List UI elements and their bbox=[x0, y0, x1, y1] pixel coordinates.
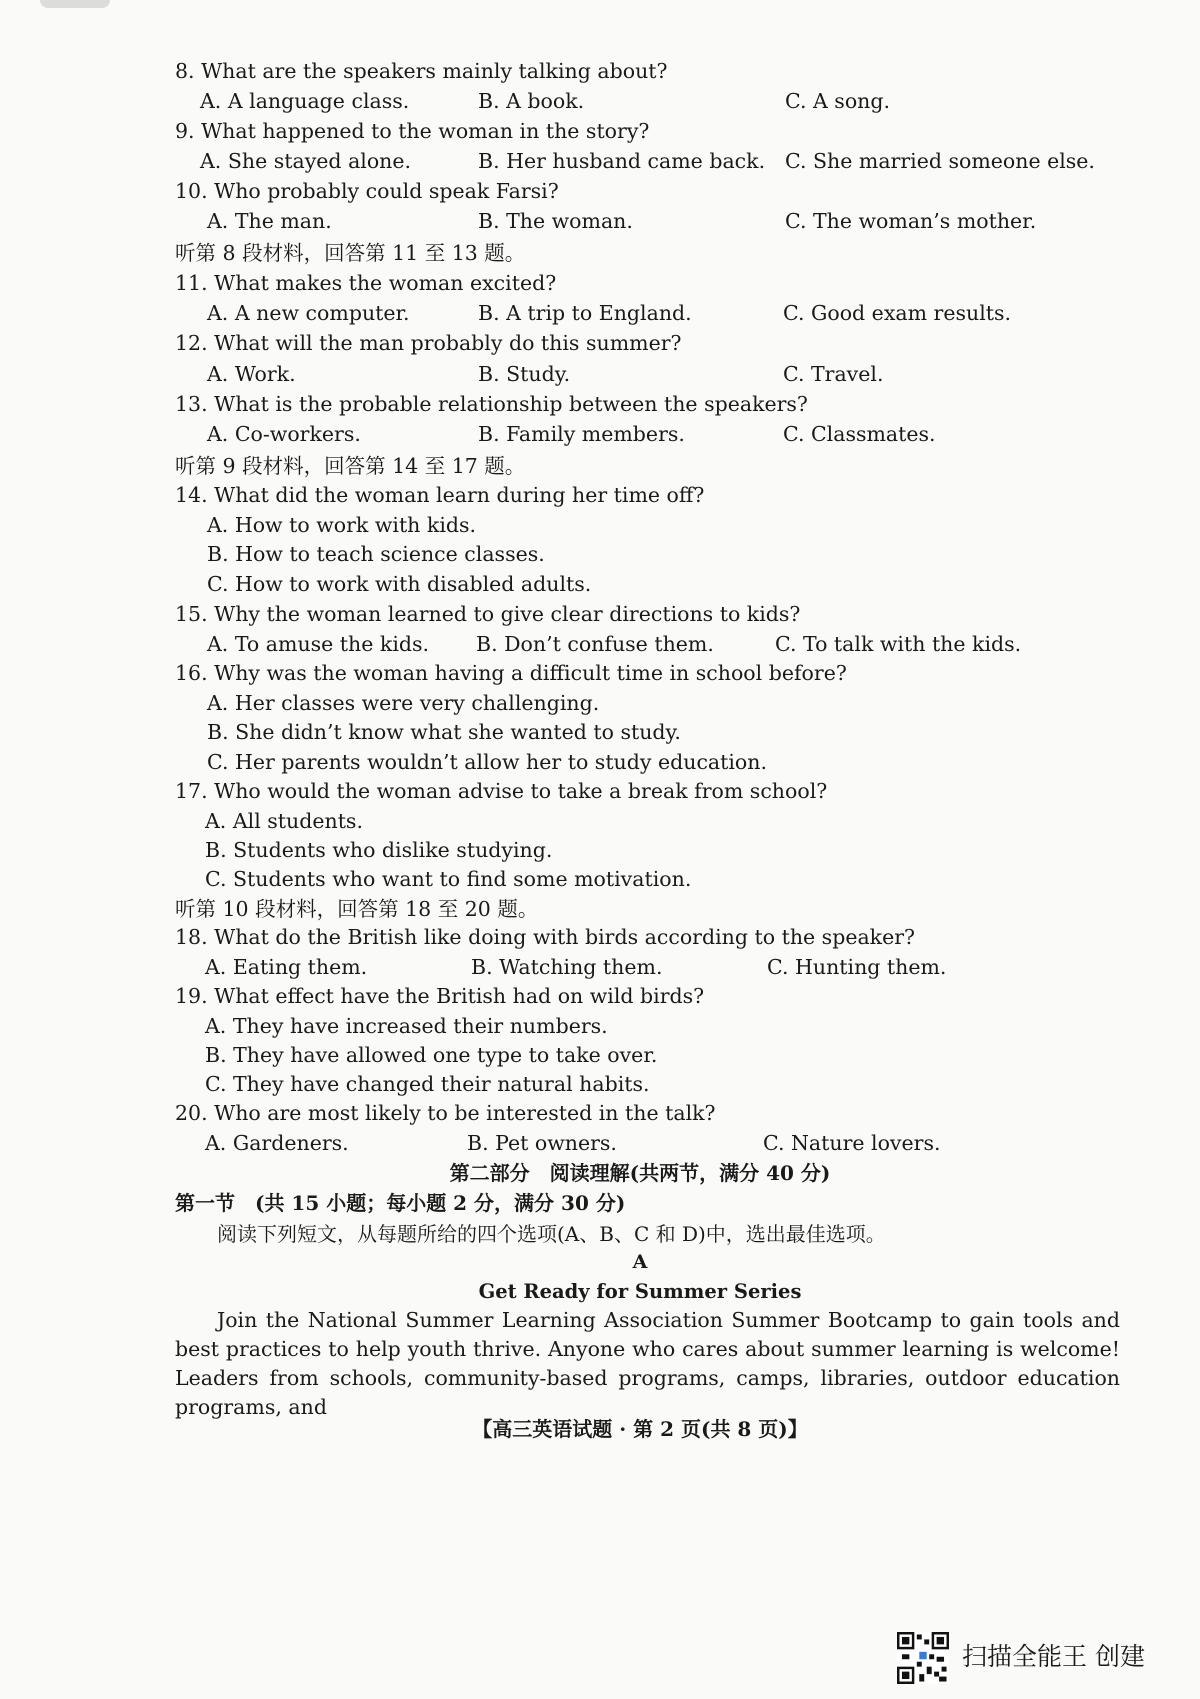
q11-option-a: A. A new computer. bbox=[207, 301, 410, 325]
q12-option-b: B. Study. bbox=[478, 362, 571, 386]
q14-option-b: B. How to teach science classes. bbox=[207, 542, 545, 566]
section-1-heading: 第一节 (共 15 小题；每小题 2 分，满分 30 分) bbox=[175, 1191, 626, 1215]
q14-option-c: C. How to work with disabled adults. bbox=[207, 572, 592, 596]
q20-option-c: C. Nature lovers. bbox=[763, 1131, 941, 1155]
q16-option-b: B. She didn’t know what she wanted to study. bbox=[207, 720, 681, 744]
q20-option-b: B. Pet owners. bbox=[467, 1131, 617, 1155]
q9-option-a: A. She stayed alone. bbox=[200, 149, 412, 173]
q16-option-c: C. Her parents wouldn’t allow her to study education. bbox=[207, 750, 767, 774]
question-17: 17. Who would the woman advise to take a break from school? bbox=[175, 779, 828, 803]
q15-option-b: B. Don’t confuse them. bbox=[476, 632, 714, 656]
question-19: 19. What effect have the British had on wild birds? bbox=[175, 984, 705, 1008]
section-8-instruction: 听第 8 段材料，回答第 11 至 13 题。 bbox=[175, 241, 526, 265]
question-10: 10. Who probably could speak Farsi? bbox=[175, 179, 559, 203]
q10-option-a: A. The man. bbox=[207, 209, 332, 233]
q12-option-a: A. Work. bbox=[207, 362, 296, 386]
q18-option-a: A. Eating them. bbox=[205, 955, 368, 979]
q10-option-b: B. The woman. bbox=[478, 209, 633, 233]
page-footer: 【高三英语试题 · 第 2 页(共 8 页)】 bbox=[472, 1417, 808, 1441]
q9-option-c: C. She married someone else. bbox=[785, 149, 1095, 173]
q13-option-a: A. Co-workers. bbox=[207, 422, 361, 446]
passage-title: Get Ready for Summer Series bbox=[478, 1280, 802, 1303]
q13-option-c: C. Classmates. bbox=[783, 422, 936, 446]
passage-letter: A bbox=[632, 1251, 648, 1273]
question-13: 13. What is the probable relationship between the speakers? bbox=[175, 392, 808, 416]
reading-instructions: 阅读下列短文，从每题所给的四个选项(A、B、C 和 D)中，选出最佳选项。 bbox=[217, 1222, 886, 1246]
question-20: 20. Who are most likely to be interested in the talk? bbox=[175, 1101, 716, 1125]
q12-option-c: C. Travel. bbox=[783, 362, 884, 386]
q14-option-a: A. How to work with kids. bbox=[207, 513, 477, 537]
section-10-instruction: 听第 10 段材料，回答第 18 至 20 题。 bbox=[175, 897, 539, 921]
question-14: 14. What did the woman learn during her time off? bbox=[175, 483, 705, 507]
passage-paragraph: Join the National Summer Learning Association Summer Bootcamp to gain tools and best practices to help youth thrive. Anyone who cares about summer learning is welcome! Leaders from schools, community-based programs, camps, libraries, outdoor education programs, and bbox=[175, 1308, 1120, 1419]
question-15: 15. Why the woman learned to give clear directions to kids? bbox=[175, 602, 801, 626]
q17-option-c: C. Students who want to find some motivation. bbox=[205, 867, 692, 891]
q10-option-c: C. The woman’s mother. bbox=[785, 209, 1037, 233]
question-11: 11. What makes the woman excited? bbox=[175, 271, 557, 295]
question-18: 18. What do the British like doing with birds according to the speaker? bbox=[175, 925, 916, 949]
q9-option-b: B. Her husband came back. bbox=[478, 149, 766, 173]
q8-option-b: B. A book. bbox=[478, 89, 585, 113]
q17-option-a: A. All students. bbox=[205, 809, 363, 833]
q15-option-c: C. To talk with the kids. bbox=[775, 632, 1022, 656]
q11-option-c: C. Good exam results. bbox=[783, 301, 1012, 325]
q18-option-b: B. Watching them. bbox=[471, 955, 663, 979]
section-9-instruction: 听第 9 段材料，回答第 14 至 17 题。 bbox=[175, 454, 526, 478]
question-8: 8. What are the speakers mainly talking about? bbox=[175, 59, 668, 83]
q20-option-a: A. Gardeners. bbox=[205, 1131, 349, 1155]
q17-option-b: B. Students who dislike studying. bbox=[205, 838, 553, 862]
q19-option-a: A. They have increased their numbers. bbox=[205, 1014, 608, 1038]
q19-option-c: C. They have changed their natural habits. bbox=[205, 1072, 650, 1096]
question-16: 16. Why was the woman having a difficult time in school before? bbox=[175, 661, 847, 685]
q13-option-b: B. Family members. bbox=[478, 422, 685, 446]
q11-option-b: B. A trip to England. bbox=[478, 301, 692, 325]
q18-option-c: C. Hunting them. bbox=[767, 955, 947, 979]
question-9: 9. What happened to the woman in the story? bbox=[175, 119, 650, 143]
part-2-heading: 第二部分 阅读理解(共两节，满分 40 分) bbox=[449, 1161, 831, 1185]
q8-option-c: C. A song. bbox=[785, 89, 891, 113]
q19-option-b: B. They have allowed one type to take over. bbox=[205, 1043, 658, 1067]
question-12: 12. What will the man probably do this summer? bbox=[175, 331, 682, 355]
q16-option-a: A. Her classes were very challenging. bbox=[207, 691, 600, 715]
scan-artifact bbox=[40, 0, 110, 8]
qr-code-icon bbox=[897, 1632, 949, 1684]
q15-option-a: A. To amuse the kids. bbox=[207, 632, 430, 656]
scanner-watermark: 扫描全能王 创建 bbox=[962, 1642, 1145, 1671]
q8-option-a: A. A language class. bbox=[200, 89, 410, 113]
